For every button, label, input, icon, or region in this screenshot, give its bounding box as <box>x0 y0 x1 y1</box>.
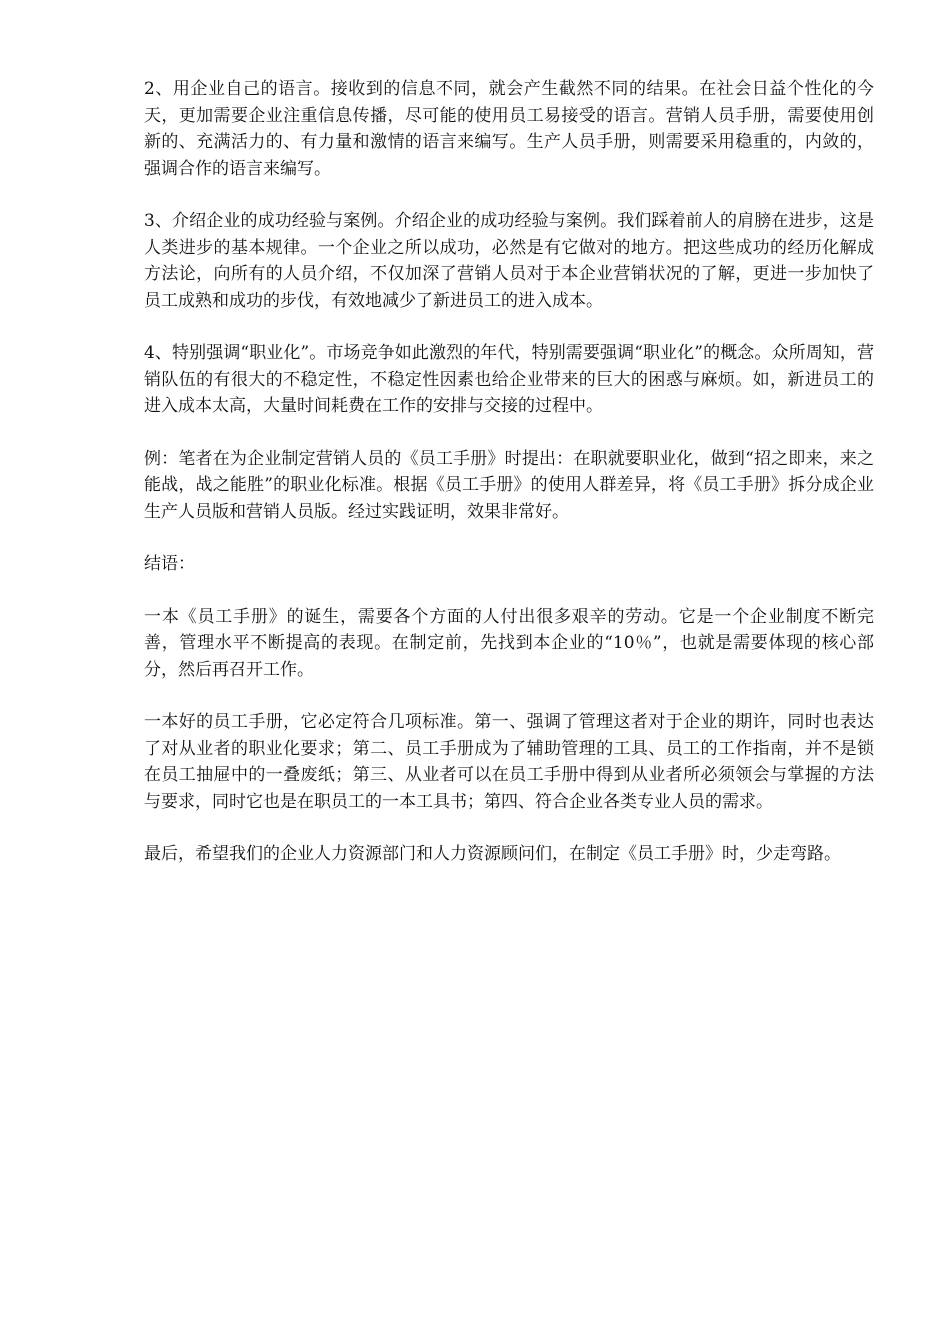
paragraph-professionalism: 4、特别强调“职业化”。市场竞争如此激烈的年代，特别需要强调“职业化”的概念。众所周知，营销队伍的有很大的不稳定性，不稳定性因素也给企业带来的巨大的困惑与麻烦。如，新进员工的进入成本太高，大量时间耗费在工作的安排与交接的过程中。 <box>144 343 874 416</box>
paragraph-handbook-birth: 一本《员工手册》的诞生，需要各个方面的人付出很多艰辛的劳动。它是一个企业制度不断完善，管理水平不断提高的表现。在制定前，先找到本企业的“10％”，也就是需要体现的核心部分，然后再召开工作。 <box>144 606 874 680</box>
paragraph-conclusion-heading: 结语： <box>144 554 195 574</box>
paragraph-handbook-standards: 一本好的员工手册，它必定符合几项标准。第一、强调了管理这者对于企业的期许，同时也表达了对从业者的职业化要求；第二、员工手册成为了辅助管理的工具、员工的工作指南，并不是锁在员工抽屉中的一叠废纸；第三、从业者可以在员工手册中得到从业者所必须领会与掌握的方法与要求，同时它也是在职员工的一本工具书；第四、符合企业各类专业人员的需求。 <box>144 712 874 812</box>
paragraph-example: 例：笔者在为企业制定营销人员的《员工手册》时提出：在职就要职业化，做到“招之即来，来之能战，战之能胜”的职业化标准。根据《员工手册》的使用人群差异，将《员工手册》拆分成企业生产人员版和营销人员版。经过实践证明，效果非常好。 <box>144 448 874 522</box>
paragraph-closing: 最后，希望我们的企业人力资源部门和人力资源顾问们，在制定《员工手册》时，少走弯路。 <box>144 844 841 864</box>
document-page <box>144 76 874 894</box>
paragraph-success-cases: 3、介绍企业的成功经验与案例。介绍企业的成功经验与案例。我们踩着前人的肩膀在进步，这是人类进步的基本规律。一个企业之所以成功，必然是有它做对的地方。把这些成功的经历化解成方法论，向所有的人员介绍，不仅加深了营销人员对于本企业营销状况的了解，更进一步加快了员工成熟和成功的步伐，有效地减少了新进员工的进入成本。 <box>144 211 874 311</box>
paragraph-use-own-language: 2、用企业自己的语言。接收到的信息不同，就会产生截然不同的结果。在社会日益个性化的今天，更加需要企业注重信息传播，尽可能的使用员工易接受的语言。营销人员手册，需要使用创新的、充满活力的、有力量和激情的语言来编写。生产人员手册，则需要采用稳重的，内敛的，强调合作的语言来编写。 <box>144 79 874 179</box>
